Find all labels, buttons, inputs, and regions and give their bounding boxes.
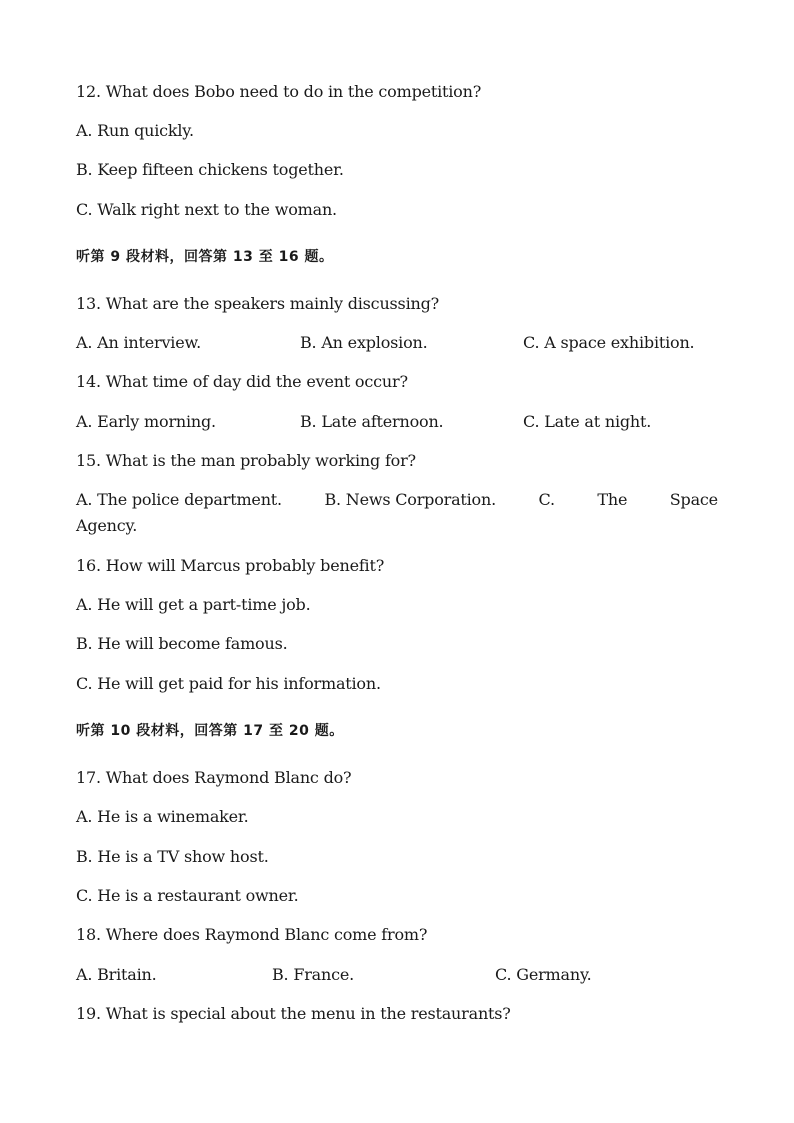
question-18-option-a: A. Britain.	[76, 965, 157, 984]
question-12-option-a: A. Run quickly.	[76, 121, 194, 140]
question-15-option-c-word-2: Space	[669, 490, 718, 509]
question-14-option-c: C. Late at night.	[523, 412, 652, 431]
question-15: 15. What is the man probably working for?	[76, 451, 416, 470]
question-12: 12. What does Bobo need to do in the competition?	[76, 82, 482, 101]
question-18: 18. Where does Raymond Blanc come from?	[76, 925, 428, 944]
question-16-option-c: C. He will get paid for his information.	[76, 674, 381, 693]
question-13-option-a: A. An interview.	[76, 333, 201, 352]
question-16-option-b: B. He will become famous.	[76, 634, 288, 653]
question-19: 19. What is special about the menu in the restaurants?	[76, 1004, 511, 1023]
question-15-option-c-continued: Agency.	[76, 516, 138, 535]
question-15-options-row	[76, 490, 718, 510]
question-17-option-b: B. He is a TV show host.	[76, 847, 269, 866]
question-16-option-a: A. He will get a part-time job.	[76, 595, 311, 614]
question-12-option-b: B. Keep fifteen chickens together.	[76, 160, 344, 179]
question-17-option-a: A. He is a winemaker.	[76, 807, 249, 826]
question-13-option-c: C. A space exhibition.	[523, 333, 695, 352]
question-17: 17. What does Raymond Blanc do?	[76, 768, 352, 787]
section-9-instruction: 听第 9 段材料，回答第 13 至 16 题。	[76, 249, 334, 265]
question-13: 13. What are the speakers mainly discussing?	[76, 294, 440, 313]
question-14: 14. What time of day did the event occur?	[76, 372, 408, 391]
question-15-option-a: A. The police department.	[76, 490, 282, 509]
question-18-option-b: B. France.	[272, 965, 355, 984]
question-14-option-b: B. Late afternoon.	[300, 412, 444, 431]
question-18-option-c: C. Germany.	[495, 965, 592, 984]
question-17-option-c: C. He is a restaurant owner.	[76, 886, 299, 905]
question-13-option-b: B. An explosion.	[300, 333, 428, 352]
question-14-option-a: A. Early morning.	[76, 412, 216, 431]
question-12-option-c: C. Walk right next to the woman.	[76, 200, 337, 219]
question-15-option-c-label: C.	[538, 490, 555, 509]
section-10-instruction: 听第 10 段材料，回答第 17 至 20 题。	[76, 723, 344, 739]
question-15-option-c-word-1: The	[597, 490, 628, 509]
question-16: 16. How will Marcus probably benefit?	[76, 556, 385, 575]
question-15-option-b: B. News Corporation.	[324, 490, 496, 509]
